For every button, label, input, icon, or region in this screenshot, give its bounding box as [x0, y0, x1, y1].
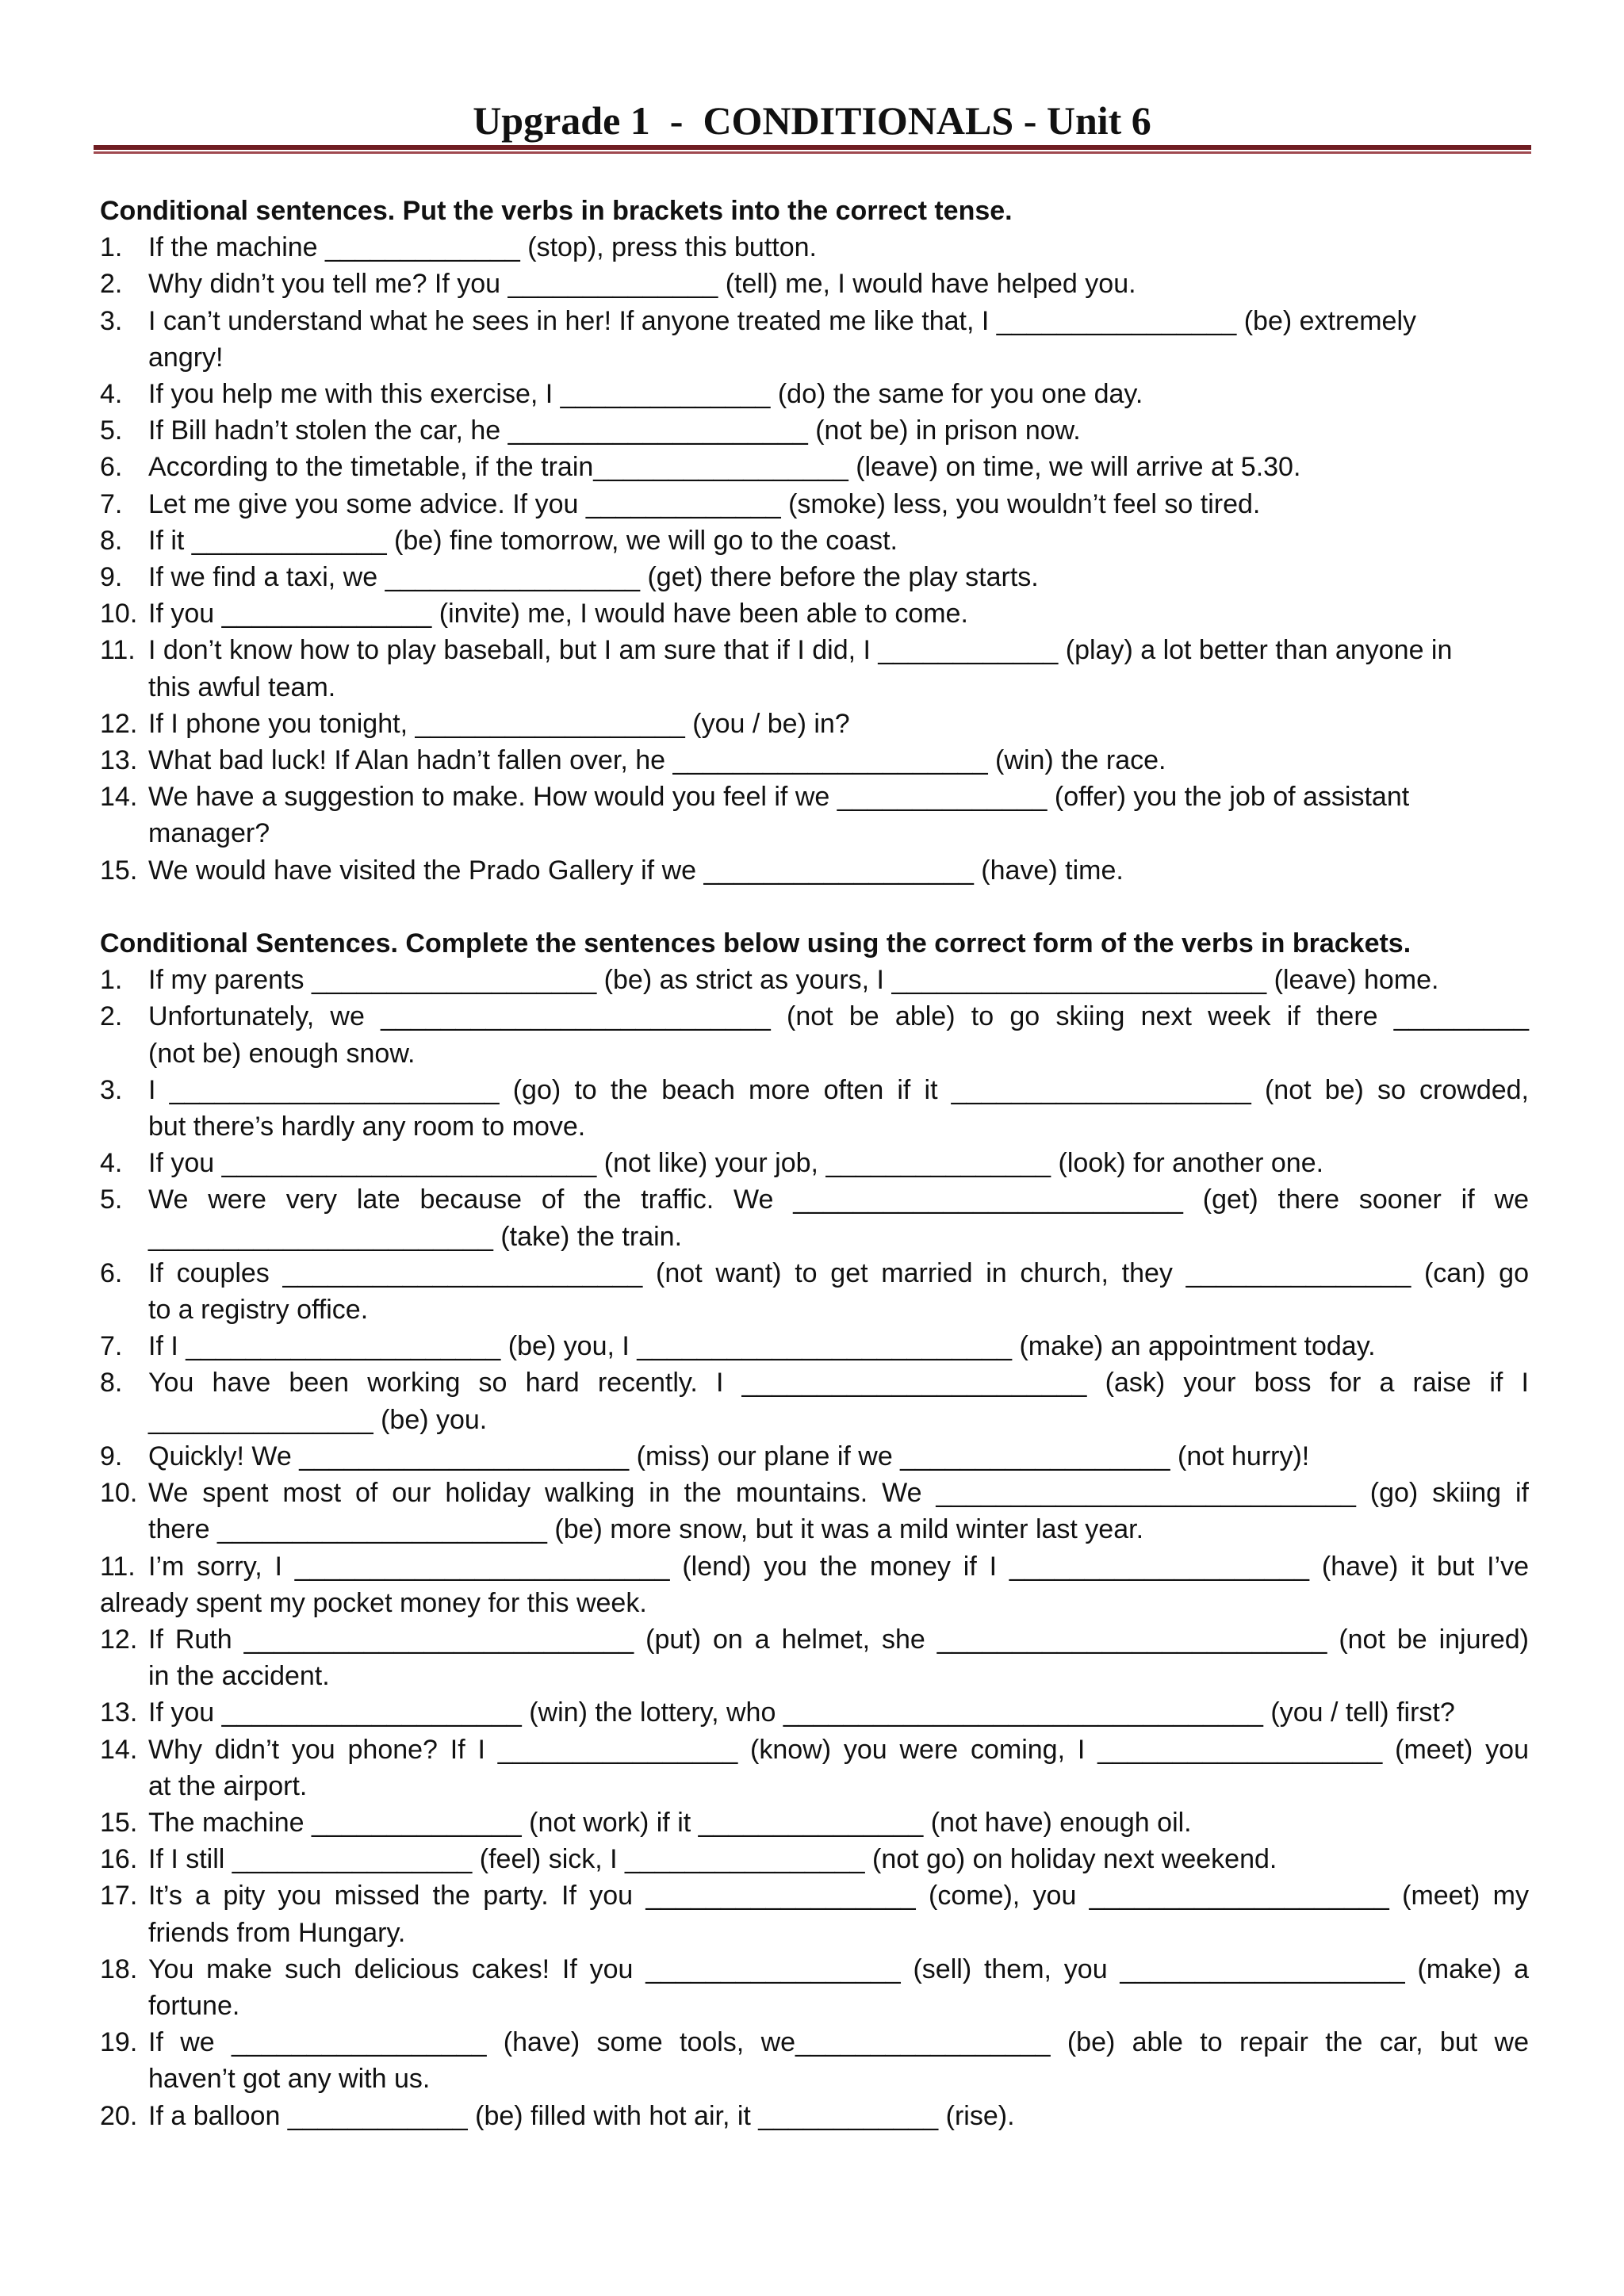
- item-number: 8.: [100, 525, 123, 556]
- item-text-line: We were very late because of the traffic. We __________________________ (get) there sooner if we: [148, 1184, 1529, 1215]
- item-text-line: If Ruth __________________________ (put) on a helmet, she __________________________ (not be injured): [148, 1624, 1529, 1655]
- item-text-line: I ______________________ (go) to the beach more often if it ____________________ (not be) so crowded,: [148, 1074, 1529, 1105]
- exercise-item: [100, 1145, 1529, 1181]
- exercise-item: [100, 1951, 1529, 2024]
- item-number: 5.: [100, 415, 123, 446]
- exercise-item: [100, 229, 1529, 266]
- exercise-item: [100, 449, 1529, 485]
- exercise-item: [100, 2098, 1529, 2134]
- item-number: 4.: [100, 1148, 123, 1179]
- exercise-item: [100, 266, 1529, 302]
- title-rule-thick: [94, 145, 1531, 150]
- item-text-line: angry!: [148, 342, 224, 373]
- item-number: 6.: [100, 452, 123, 483]
- item-text-line: (not be) enough snow.: [148, 1038, 416, 1069]
- item-text-line: If we find a taxi, we _________________ (get) there before the play starts.: [148, 562, 1039, 593]
- item-number: 16.: [100, 1844, 138, 1875]
- exercise-item: [100, 412, 1529, 449]
- item-text-line: The machine ______________ (not work) if it _______________ (not have) enough oil.: [148, 1807, 1192, 1838]
- item-text-line: in the accident.: [148, 1661, 330, 1692]
- item-text-line: I can’t understand what he sees in her! If anyone treated me like that, I ________________ (be) extremely: [148, 305, 1417, 336]
- item-number: 10.: [100, 599, 138, 629]
- exercise-item: [100, 779, 1529, 851]
- exercise-item: [100, 522, 1529, 559]
- item-text-line: manager?: [148, 818, 270, 849]
- item-number: 7.: [100, 488, 123, 519]
- exercise-item: [100, 1548, 1529, 1621]
- exercise-item: [100, 486, 1529, 522]
- item-number: 12.: [100, 708, 138, 739]
- item-number: 4.: [100, 379, 123, 410]
- item-text-line: According to the timetable, if the train_________________ (leave) on time, we will arrive at 5.30.: [148, 452, 1301, 483]
- exercise-item: [100, 632, 1529, 705]
- item-text-line: I don’t know how to play baseball, but I am sure that if I did, I ____________ (play) a lot better than anyone in: [148, 635, 1453, 666]
- exercise-section-tenses: [100, 193, 1529, 889]
- item-text-line: Quickly! We ______________________ (miss) our plane if we __________________ (not hurry)!: [148, 1441, 1310, 1471]
- item-text-line: If I _____________________ (be) you, I _________________________ (make) an appointment today.: [148, 1331, 1376, 1362]
- item-number: 14.: [100, 1734, 138, 1765]
- item-text-line: We spent most of our holiday walking in the mountains. We ____________________________ (go) skiing if: [148, 1478, 1529, 1509]
- exercise-item: [100, 706, 1529, 742]
- item-number: 15.: [100, 1807, 138, 1838]
- exercise-item: [100, 2024, 1529, 2097]
- item-text-line: We would have visited the Prado Gallery if we __________________ (have) time.: [148, 855, 1124, 886]
- exercise-item: [100, 1804, 1529, 1841]
- item-text-line: _______________________ (take) the train.: [148, 1221, 683, 1252]
- exercise-item: [100, 1841, 1529, 1877]
- item-text-line: there ______________________ (be) more snow, but it was a mild winter last year.: [148, 1514, 1144, 1545]
- item-number: 5.: [100, 1184, 123, 1215]
- item-text-line: I’m sorry, I _________________________ (lend) you the money if I ____________________ (have) it but I’ve: [148, 1551, 1529, 1582]
- exercise-item: [100, 1732, 1529, 1804]
- item-text-line: If you ______________ (invite) me, I would have been able to come.: [148, 599, 968, 629]
- item-text-line: haven’t got any with us.: [148, 2064, 431, 2095]
- item-number: 13.: [100, 1697, 138, 1728]
- section-instructions: Conditional sentences. Put the verbs in brackets into the correct tense.: [100, 196, 1013, 226]
- item-number: 17.: [100, 1881, 138, 1911]
- item-text-line: Unfortunately, we __________________________ (not be able) to go skiing next week if there _________: [148, 1001, 1529, 1032]
- item-text-line: Why didn’t you phone? If I ________________ (know) you were coming, I ___________________ (meet) you: [148, 1734, 1529, 1765]
- item-text-line: If I still ________________ (feel) sick, I ________________ (not go) on holiday next weekend.: [148, 1844, 1277, 1875]
- item-text-line: to a registry office.: [148, 1295, 369, 1326]
- exercise-item: [100, 1621, 1529, 1694]
- exercise-item: [100, 742, 1529, 779]
- exercise-item: [100, 1328, 1529, 1364]
- item-text-line: If you _________________________ (not like) your job, _______________ (look) for another one.: [148, 1148, 1324, 1179]
- exercise-item: [100, 1255, 1529, 1328]
- exercise-item: [100, 1694, 1529, 1731]
- item-text-line: If it _____________ (be) fine tomorrow, we will go to the coast.: [148, 525, 898, 556]
- item-text-line: What bad luck! If Alan hadn’t fallen over, he _____________________ (win) the race.: [148, 745, 1166, 776]
- worksheet-title: Upgrade 1 - CONDITIONALS - Unit 6: [473, 98, 1151, 143]
- exercise-item: [100, 1475, 1529, 1548]
- exercise-item: [100, 376, 1529, 412]
- exercise-item: [100, 1438, 1529, 1475]
- item-text-line: If my parents ___________________ (be) as strict as yours, I _________________________ (leave) home.: [148, 965, 1439, 996]
- exercise-item: [100, 998, 1529, 1071]
- item-text-line: If couples ________________________ (not want) to get married in church, they _______________ (can) go: [148, 1257, 1529, 1288]
- item-text-line: _______________ (be) you.: [148, 1404, 488, 1435]
- worksheet-body: [100, 193, 1529, 2134]
- exercise-item: [100, 852, 1529, 889]
- item-number: 11.: [100, 635, 136, 666]
- exercise-item: [100, 595, 1529, 632]
- item-number: 13.: [100, 745, 138, 776]
- item-number: 15.: [100, 855, 138, 886]
- item-number: 1.: [100, 965, 123, 996]
- exercise-section-complete: [100, 925, 1529, 2134]
- item-text-line: If you ____________________ (win) the lottery, who ________________________________ (you / tell) first?: [148, 1697, 1455, 1728]
- item-number: 3.: [100, 305, 123, 336]
- item-text-line: fortune.: [148, 1990, 240, 2021]
- item-text-line: friends from Hungary.: [148, 1917, 406, 1948]
- item-text-line: this awful team.: [148, 672, 336, 702]
- item-number: 7.: [100, 1331, 123, 1362]
- exercise-item: [100, 559, 1529, 595]
- item-number: 8.: [100, 1368, 123, 1399]
- item-number: 12.: [100, 1624, 138, 1655]
- section-instructions: Conditional Sentences. Complete the sentences below using the correct form of the verbs in brackets.: [100, 928, 1411, 959]
- item-number: 11.: [100, 1551, 136, 1582]
- item-text-line: If Bill hadn’t stolen the car, he ____________________ (not be) in prison now.: [148, 415, 1081, 446]
- item-text-line: already spent my pocket money for this week.: [100, 1587, 647, 1618]
- item-number: 18.: [100, 1954, 138, 1984]
- item-text-line: If a balloon ____________ (be) filled with hot air, it ____________ (rise).: [148, 2100, 1015, 2131]
- item-number: 6.: [100, 1257, 123, 1288]
- exercise-item: [100, 1877, 1529, 1950]
- item-number: 3.: [100, 1074, 123, 1105]
- item-text-line: Why didn’t you tell me? If you ______________ (tell) me, I would have helped you.: [148, 269, 1136, 300]
- item-text-line: If we _________________ (have) some tools, we_________________ (be) able to repair the car, but we: [148, 2027, 1529, 2058]
- exercise-item: [100, 1364, 1529, 1437]
- item-text-line: If I phone you tonight, __________________ (you / be) in?: [148, 708, 850, 739]
- exercise-item: [100, 303, 1529, 376]
- item-text-line: You make such delicious cakes! If you _________________ (sell) them, you ___________________ (make) a: [148, 1954, 1529, 1984]
- item-number: 20.: [100, 2100, 138, 2131]
- item-number: 10.: [100, 1478, 138, 1509]
- item-number: 2.: [100, 269, 123, 300]
- item-text-line: If the machine _____________ (stop), press this button.: [148, 232, 817, 263]
- item-number: 9.: [100, 1441, 123, 1471]
- item-number: 1.: [100, 232, 123, 263]
- item-number: 9.: [100, 562, 123, 593]
- item-text-line: Let me give you some advice. If you _____________ (smoke) less, you wouldn’t feel so tired.: [148, 488, 1261, 519]
- item-text-line: If you help me with this exercise, I ______________ (do) the same for you one day.: [148, 379, 1143, 410]
- item-text-line: at the airport.: [148, 1770, 308, 1801]
- item-text-line: It’s a pity you missed the party. If you __________________ (come), you ____________________ (meet) my: [148, 1881, 1529, 1911]
- item-text-line: You have been working so hard recently. I _______________________ (ask) your boss for a raise if I: [148, 1368, 1529, 1399]
- item-number: 14.: [100, 782, 138, 813]
- exercise-item: [100, 1072, 1529, 1145]
- exercise-item: [100, 1181, 1529, 1254]
- item-number: 2.: [100, 1001, 123, 1032]
- item-text-line: We have a suggestion to make. How would you feel if we ______________ (offer) you the job of assistant: [148, 782, 1410, 813]
- item-text-line: but there’s hardly any room to move.: [148, 1112, 586, 1142]
- item-number: 19.: [100, 2027, 138, 2058]
- exercise-item: [100, 962, 1529, 998]
- title-rule-thin: [94, 151, 1531, 154]
